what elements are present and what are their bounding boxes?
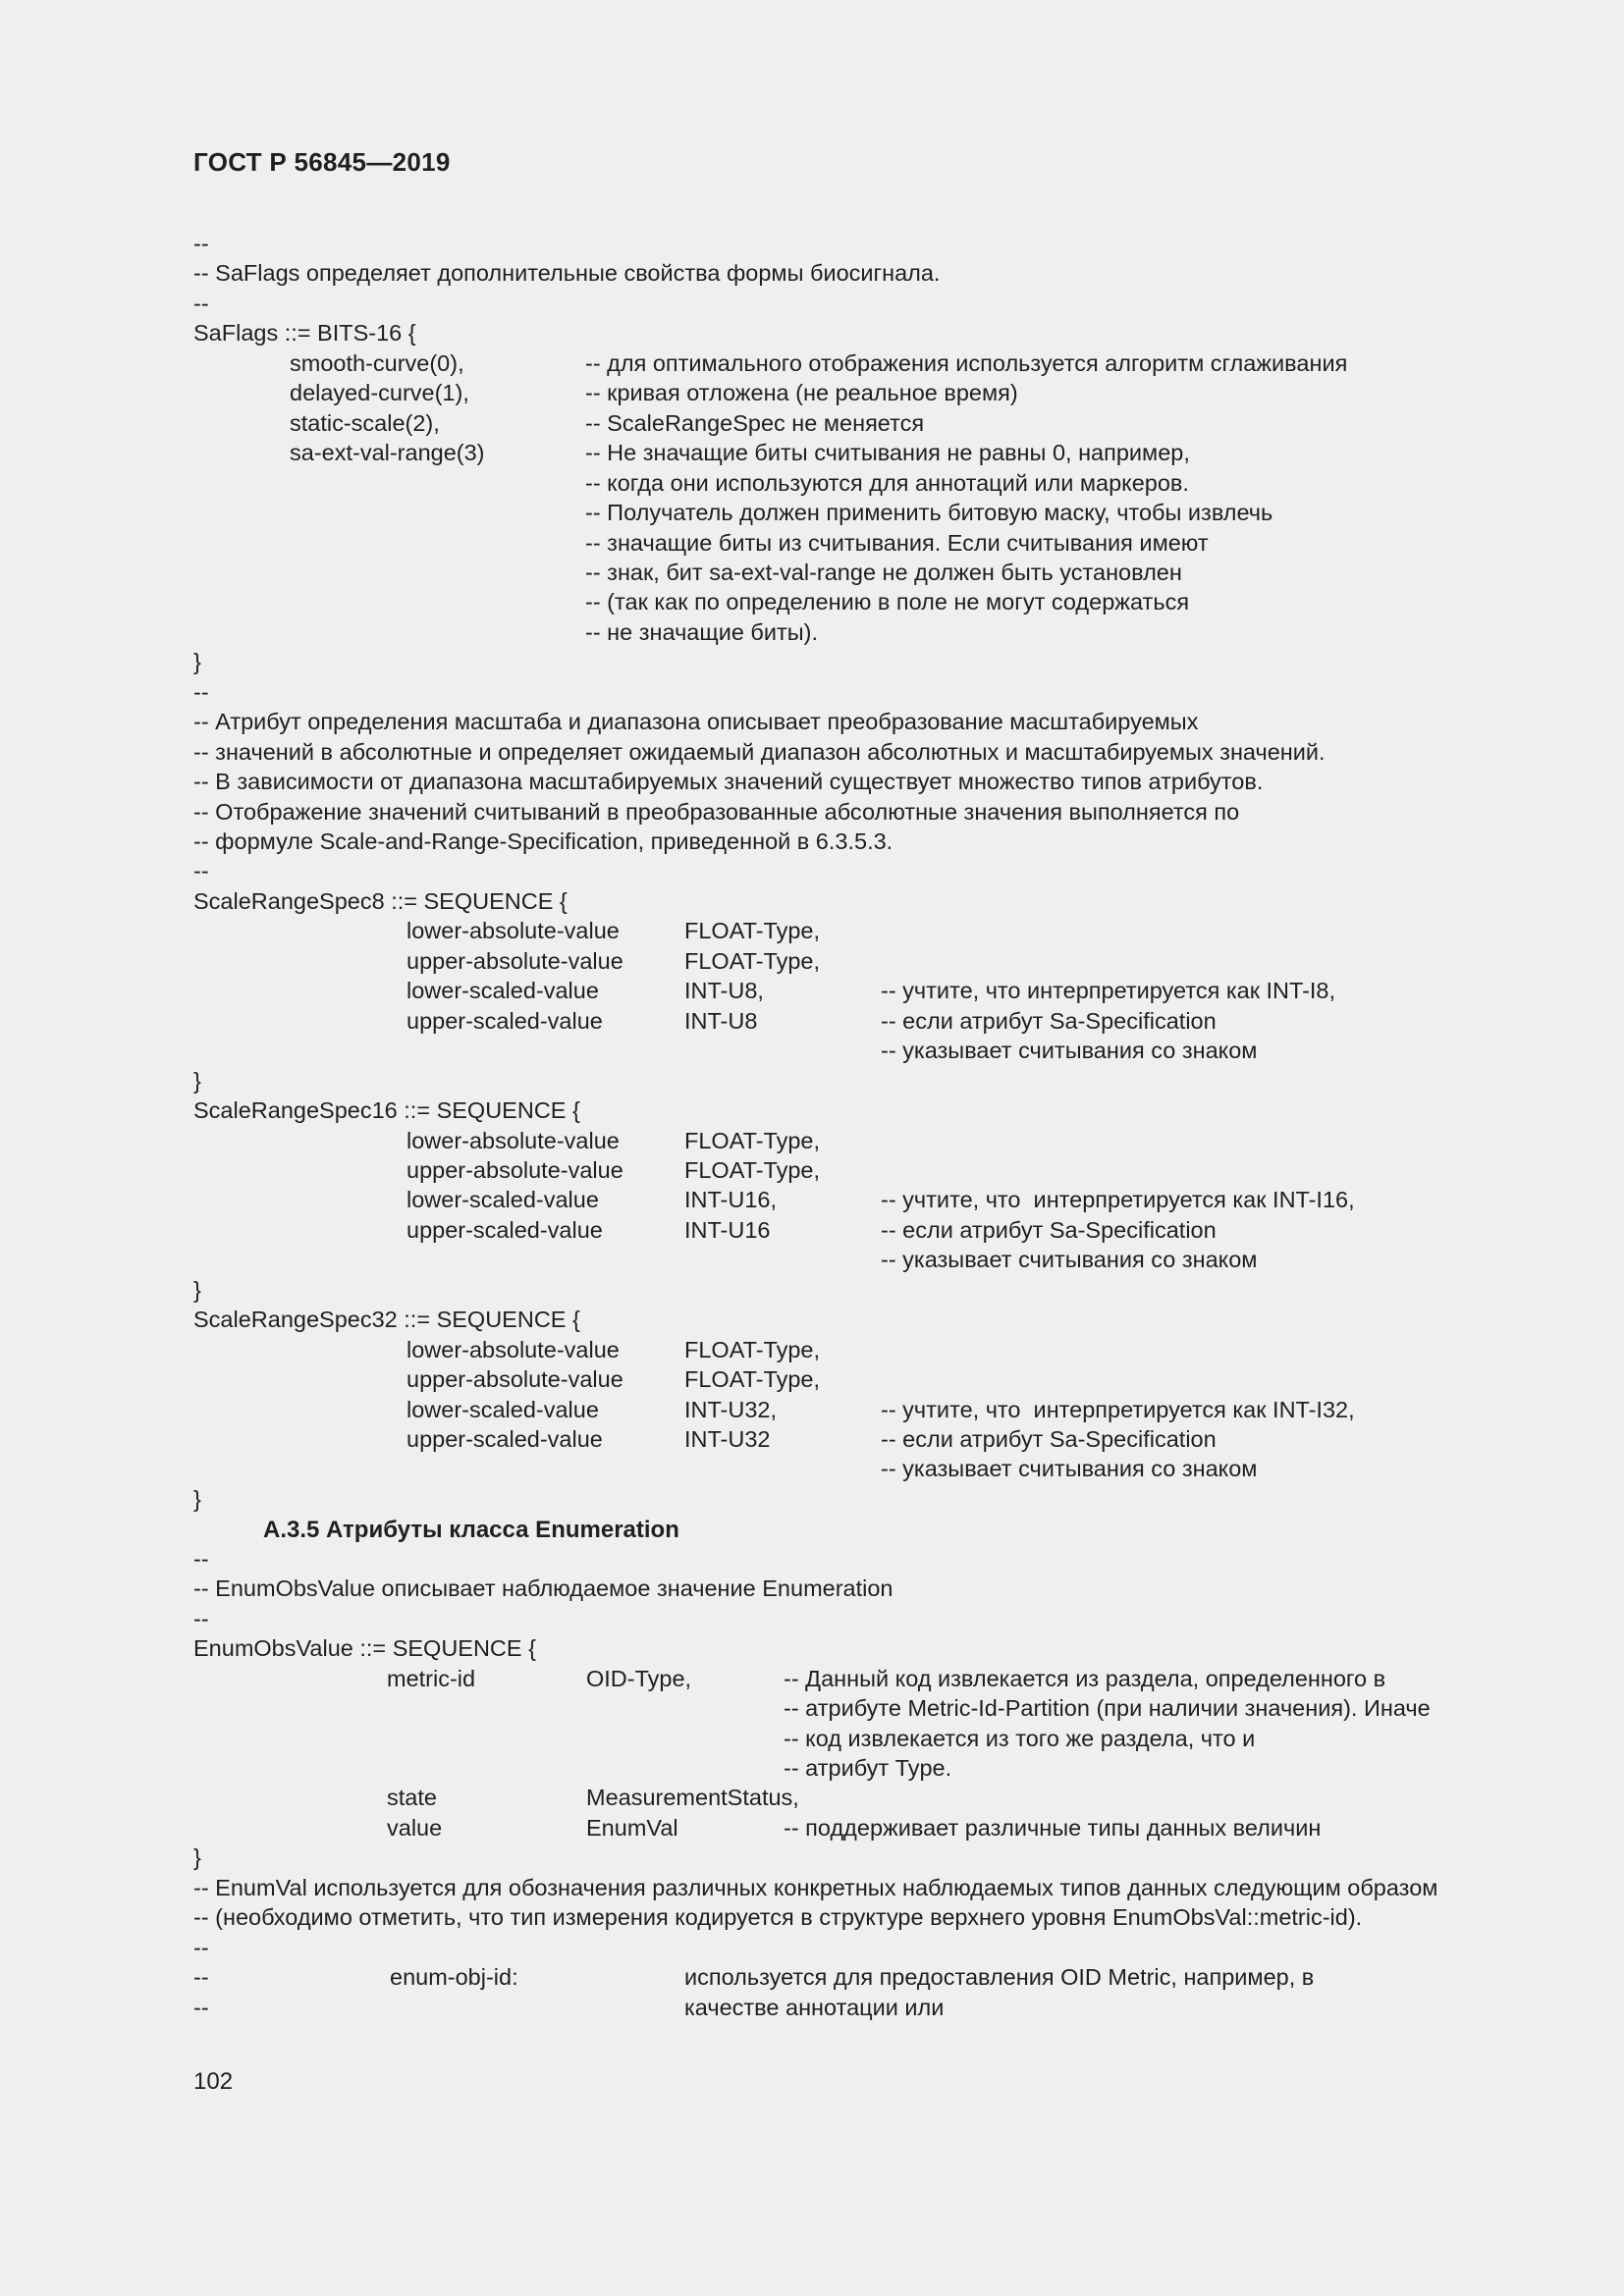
code-line [0, 1364, 1624, 1394]
code-column-2: FLOAT-Type, [684, 1336, 820, 1362]
code-column-3: -- код извлекается из того же раздела, что и [784, 1725, 1256, 1751]
code-line [0, 827, 1624, 856]
code-column-0: } [193, 1485, 201, 1512]
code-column-0: -- (необходимо отметить, что тип измерения кодируется в структуре верхнего уровня EnumObsVal::metric-id). [193, 1904, 1363, 1931]
code-line [0, 797, 1624, 827]
code-line [0, 1215, 1624, 1245]
code-column-2: INT-U8, [684, 978, 764, 1004]
code-column-1: upper-absolute-value [406, 947, 623, 974]
code-line [0, 1753, 1624, 1783]
code-line [0, 1873, 1624, 1902]
code-column-2: FLOAT-Type, [684, 1366, 820, 1393]
section-heading: А.3.5 Атрибуты класса Enumeration [263, 1517, 679, 1544]
code-column-2: FLOAT-Type, [684, 1156, 820, 1183]
code-column-0: } [193, 1067, 201, 1094]
code-line [0, 438, 1624, 467]
code-line [0, 1693, 1624, 1723]
code-column-1: enum-obj-id: [390, 1964, 518, 1991]
code-column-2: MeasurementStatus, [586, 1785, 799, 1811]
code-column-2: -- не значащие биты). [585, 618, 819, 645]
code-line [0, 946, 1624, 976]
code-column-3: -- Данный код извлекается из раздела, определенного в [784, 1665, 1386, 1691]
code-line [0, 1633, 1624, 1663]
code-line [0, 378, 1624, 407]
code-line [0, 1484, 1624, 1514]
code-line [0, 737, 1624, 767]
code-column-3: -- поддерживает различные типы данных величин [784, 1814, 1322, 1841]
code-column-0: -- [193, 1605, 209, 1631]
code-column-0: -- [193, 1934, 209, 1960]
code-column-3: -- учтите, что интерпретируется как INT-I8, [881, 978, 1336, 1004]
code-column-2: EnumVal [586, 1814, 678, 1841]
code-column-2: -- Получатель должен применить битовую маску, чтобы извлечь [585, 500, 1273, 526]
code-column-0: } [193, 1276, 201, 1303]
code-column-2: -- ScaleRangeSpec не меняется [585, 409, 925, 436]
code-column-0: -- [193, 231, 209, 256]
code-line [0, 886, 1624, 916]
code-column-0: ScaleRangeSpec32 ::= SEQUENCE { [193, 1307, 580, 1333]
code-line [0, 1993, 1624, 2022]
code-column-0: -- В зависимости от диапазона масштабируемых значений существует множество типов атрибутов. [193, 769, 1264, 795]
code-column-3: -- если атрибут Sa-Specification [881, 1426, 1217, 1452]
code-column-3: -- если атрибут Sa-Specification [881, 1216, 1217, 1243]
code-column-2: -- для оптимального отображения используется алгоритм сглаживания [585, 349, 1348, 376]
code-line [0, 1544, 1624, 1574]
code-line [0, 1724, 1624, 1753]
code-line [0, 856, 1624, 885]
code-column-3: -- атрибуте Metric-Id-Partition (при наличии значения). Иначе [784, 1695, 1431, 1722]
code-column-0: -- [193, 1545, 209, 1572]
code-line [0, 289, 1624, 318]
code-column-3: -- указывает считывания со знаком [881, 1247, 1258, 1273]
code-column-0: -- формуле Scale-and-Range-Specification, приведенной в 6.3.5.3. [193, 828, 893, 854]
code-column-2: FLOAT-Type, [684, 947, 820, 974]
code-column-0: -- SaFlags определяет дополнительные свойства формы биосигнала. [193, 260, 941, 287]
code-column-1: smooth-curve(0), [290, 349, 464, 376]
code-column-0: } [193, 649, 201, 675]
code-line [0, 677, 1624, 707]
code-line [0, 258, 1624, 288]
code-line [0, 528, 1624, 558]
code-column-0: EnumObsValue ::= SEQUENCE { [193, 1635, 536, 1662]
code-column-3: -- учтите, что интерпретируется как INT-I16, [881, 1187, 1355, 1213]
code-column-0: SaFlags ::= BITS-16 { [193, 320, 416, 347]
code-line [0, 617, 1624, 647]
code-column-0: -- [193, 858, 209, 884]
code-column-2: -- кривая отложена (не реальное время) [585, 380, 1018, 406]
code-column-1: delayed-curve(1), [290, 380, 469, 406]
code-line [0, 1842, 1624, 1872]
code-column-1: upper-scaled-value [406, 1216, 603, 1243]
code-line [0, 767, 1624, 796]
code-line [0, 408, 1624, 438]
code-column-0: } [193, 1844, 201, 1871]
code-column-1: lower-scaled-value [406, 1396, 599, 1422]
code-column-2: INT-U32, [684, 1396, 778, 1422]
code-column-2: INT-U16, [684, 1187, 778, 1213]
code-line [0, 498, 1624, 527]
code-column-0: -- [193, 1964, 209, 1991]
code-column-1: upper-absolute-value [406, 1366, 623, 1393]
code-column-2: -- значащие биты из считывания. Если считывания имеют [585, 529, 1209, 556]
code-line [0, 229, 1624, 258]
code-column-2: FLOAT-Type, [684, 918, 820, 944]
code-column-1: lower-absolute-value [406, 1336, 620, 1362]
code-line [0, 1395, 1624, 1424]
code-line [0, 1664, 1624, 1693]
code-column-2: -- (так как по определению в поле не могут содержаться [585, 589, 1190, 615]
code-line [0, 587, 1624, 616]
code-column-1: value [387, 1814, 443, 1841]
code-column-1: static-scale(2), [290, 409, 440, 436]
code-line [0, 1783, 1624, 1812]
code-line [0, 1155, 1624, 1185]
code-line [0, 1066, 1624, 1095]
code-line [0, 1036, 1624, 1065]
code-column-3: -- указывает считывания со знаком [881, 1038, 1258, 1064]
code-column-1: lower-scaled-value [406, 978, 599, 1004]
code-column-1: metric-id [387, 1665, 476, 1691]
code-column-0: -- [193, 290, 209, 316]
code-column-2: -- знак, бит sa-ext-val-range не должен быть установлен [585, 559, 1182, 585]
code-line [0, 1424, 1624, 1454]
code-column-2: используется для предоставления OID Metric, например, в [684, 1964, 1315, 1991]
code-column-3: -- если атрибут Sa-Specification [881, 1007, 1217, 1034]
code-line [0, 707, 1624, 736]
code-column-2: -- Не значащие биты считывания не равны 0, например, [585, 440, 1190, 466]
code-line [0, 558, 1624, 587]
code-line [0, 1574, 1624, 1603]
code-column-3: -- указывает считывания со знаком [881, 1456, 1258, 1482]
code-line [0, 647, 1624, 676]
code-column-1: lower-absolute-value [406, 1127, 620, 1153]
document-header: ГОСТ Р 56845—2019 [193, 147, 451, 177]
code-column-1: state [387, 1785, 437, 1811]
code-column-0: -- [193, 678, 209, 705]
code-line [0, 916, 1624, 945]
code-line [0, 1185, 1624, 1214]
code-column-0: -- Отображение значений считываний в преобразованные абсолютные значения выполняется по [193, 798, 1240, 825]
code-line [0, 1245, 1624, 1274]
code-column-1: sa-ext-val-range(3) [290, 440, 485, 466]
code-line [0, 468, 1624, 498]
code-column-2: FLOAT-Type, [684, 1127, 820, 1153]
code-line [0, 1813, 1624, 1842]
code-column-1: upper-scaled-value [406, 1426, 603, 1452]
code-line [0, 1962, 1624, 1992]
code-column-2: -- когда они используются для аннотаций или маркеров. [585, 469, 1189, 496]
code-column-1: lower-absolute-value [406, 918, 620, 944]
code-column-0: -- EnumVal используется для обозначения различных конкретных наблюдаемых типов данных следующим образом [193, 1874, 1438, 1900]
code-column-2: OID-Type, [586, 1665, 692, 1691]
code-line [0, 1933, 1624, 1962]
code-line [0, 1095, 1624, 1125]
code-line [0, 1604, 1624, 1633]
page-number: 102 [193, 2068, 234, 2095]
code-column-3: -- атрибут Type. [784, 1754, 952, 1781]
code-column-1: upper-absolute-value [406, 1156, 623, 1183]
code-column-3: -- учтите, что интерпретируется как INT-I32, [881, 1396, 1355, 1422]
code-line [0, 1514, 1624, 1543]
code-line [0, 348, 1624, 378]
code-column-1: upper-scaled-value [406, 1007, 603, 1034]
code-column-2: качестве аннотации или [684, 1994, 945, 2020]
code-column-2: INT-U8 [684, 1007, 758, 1034]
code-line [0, 976, 1624, 1005]
code-column-2: INT-U16 [684, 1216, 771, 1243]
code-column-0: -- Атрибут определения масштаба и диапазона описывает преобразование масштабируемых [193, 709, 1199, 735]
code-column-0: -- EnumObsValue описывает наблюдаемое значение Enumeration [193, 1575, 893, 1602]
code-line [0, 318, 1624, 347]
code-column-1: lower-scaled-value [406, 1187, 599, 1213]
code-column-0: -- [193, 1994, 209, 2020]
code-column-0: -- значений в абсолютные и определяет ожидаемый диапазон абсолютных и масштабируемых значений. [193, 738, 1326, 765]
code-column-2: INT-U32 [684, 1426, 771, 1452]
code-column-0: ScaleRangeSpec16 ::= SEQUENCE { [193, 1097, 580, 1124]
code-line [0, 1335, 1624, 1364]
code-line [0, 1275, 1624, 1305]
code-line [0, 1126, 1624, 1155]
code-line [0, 1454, 1624, 1483]
code-line [0, 1006, 1624, 1036]
code-line [0, 1305, 1624, 1334]
code-column-0: ScaleRangeSpec8 ::= SEQUENCE { [193, 887, 568, 914]
code-line [0, 1902, 1624, 1932]
